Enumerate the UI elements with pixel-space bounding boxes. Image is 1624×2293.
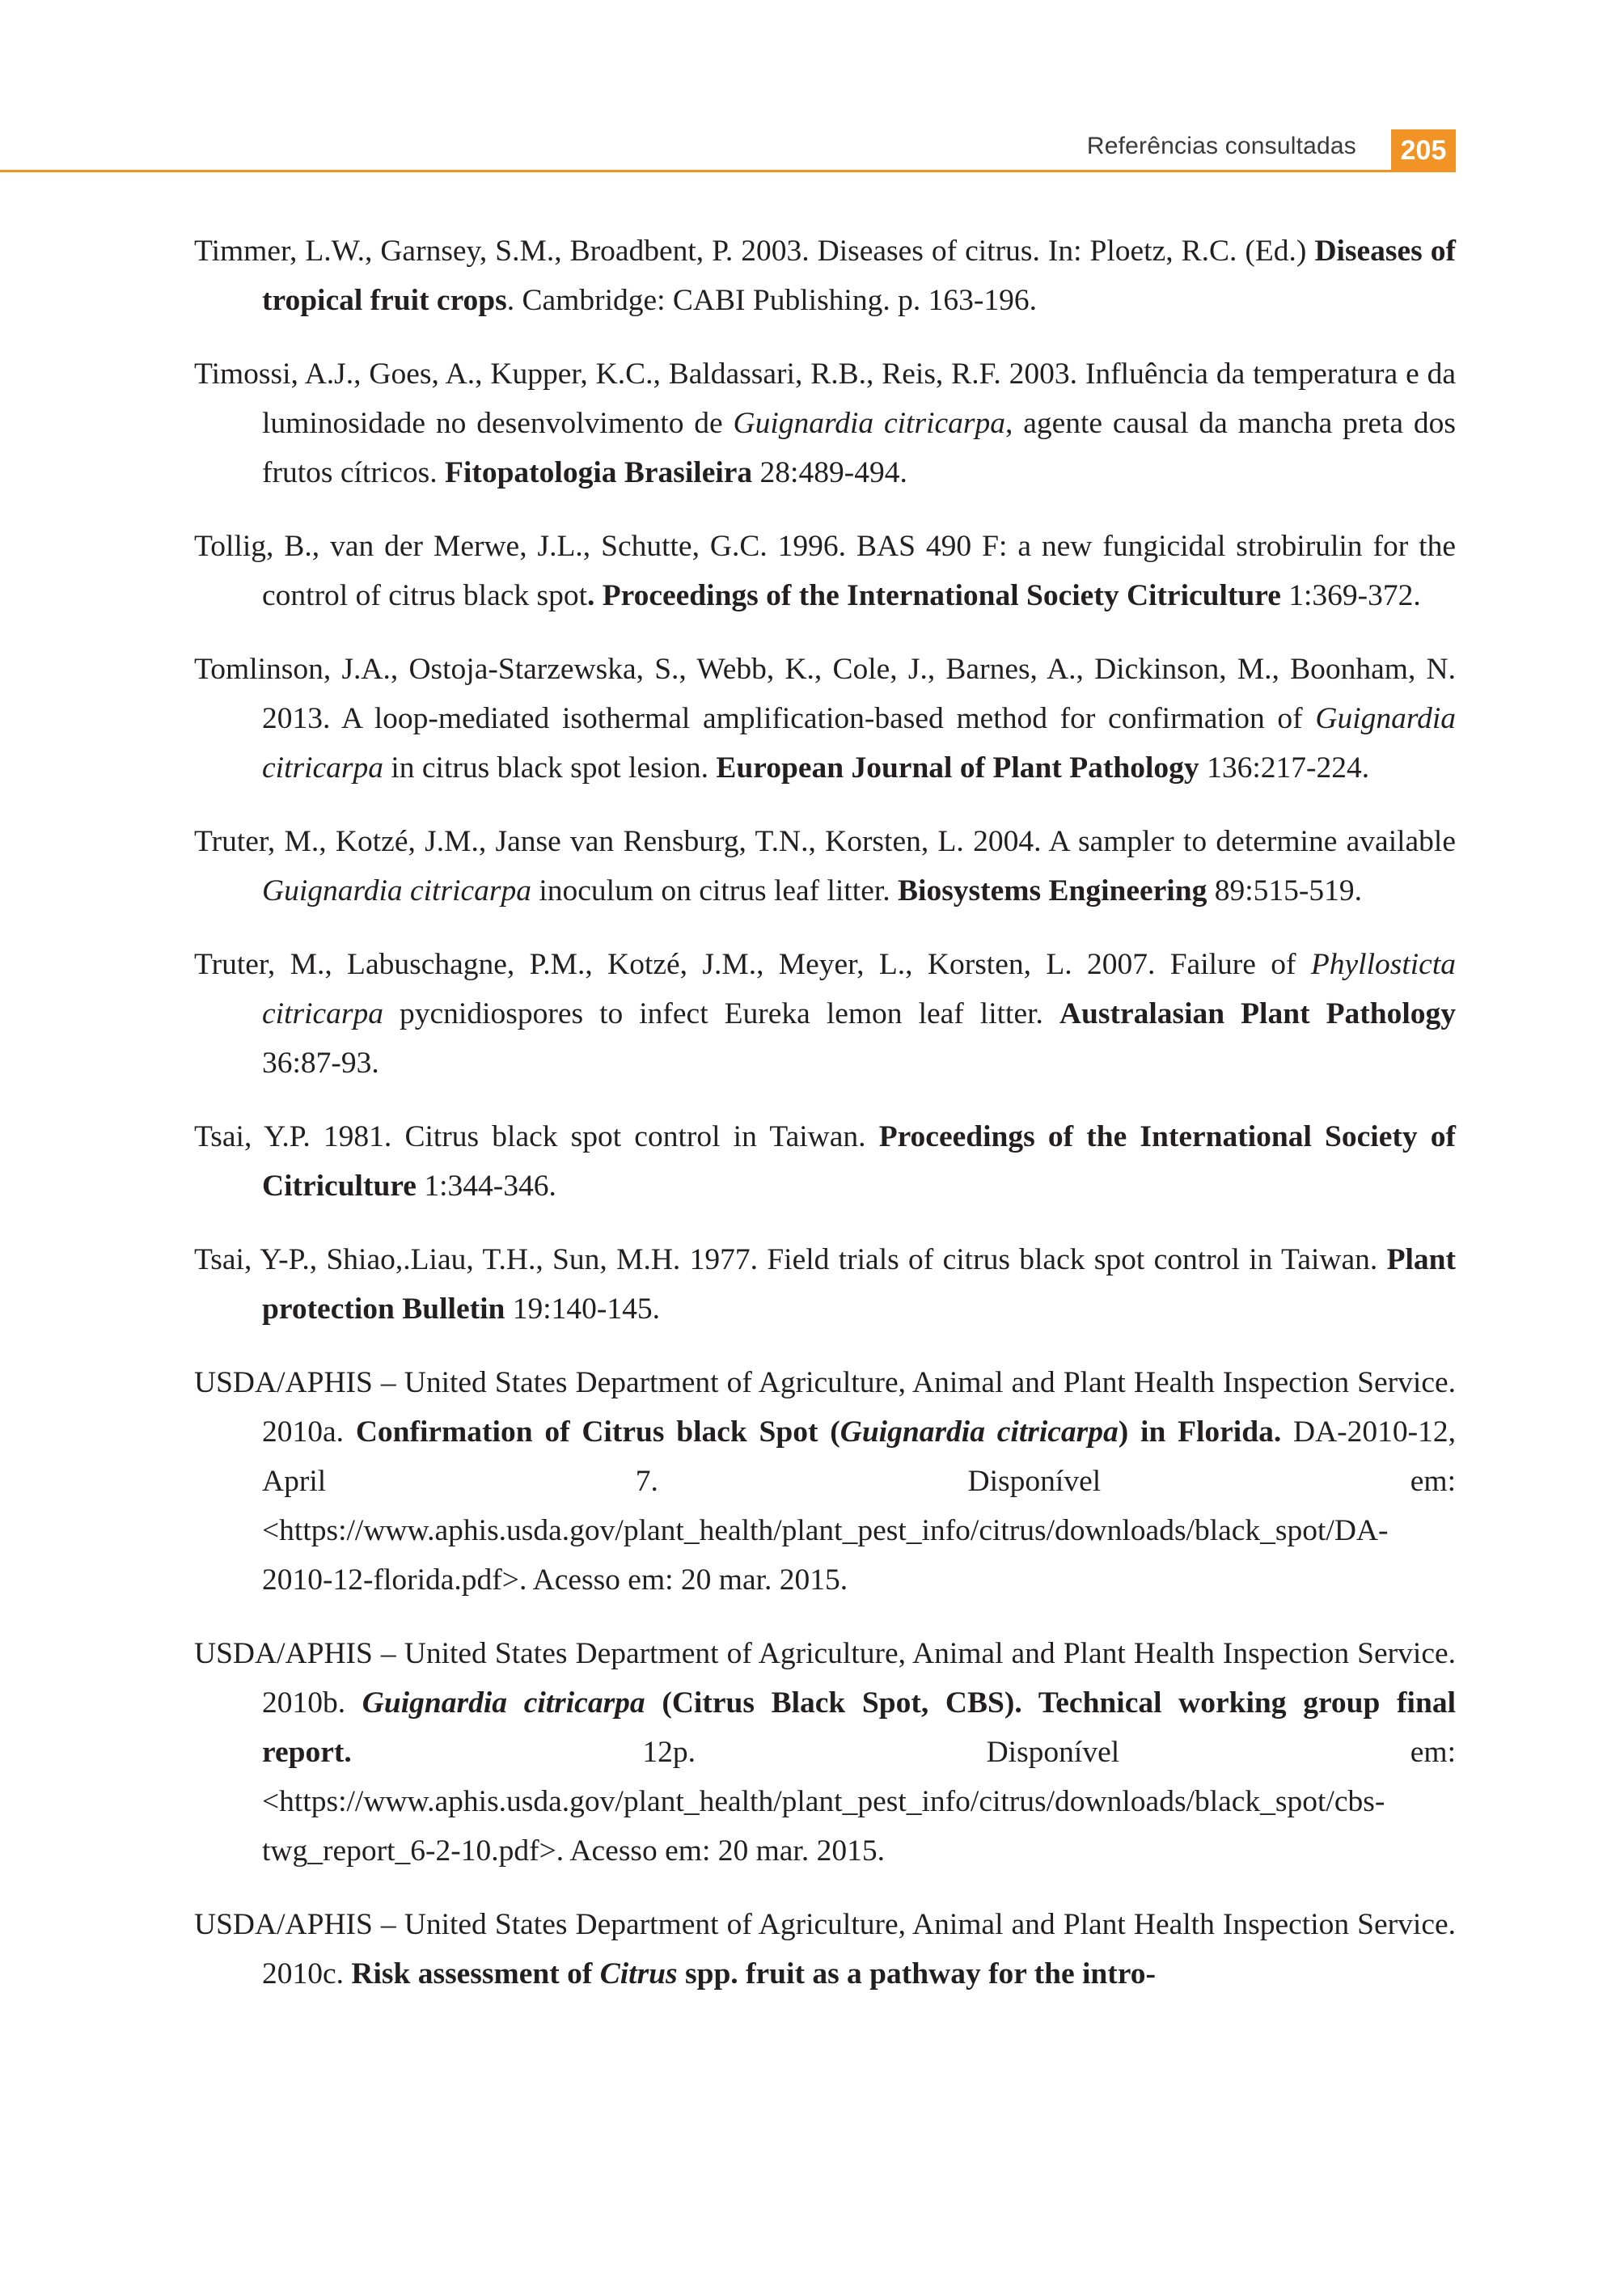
reference-entry: [194, 645, 1456, 793]
reference-text: Tsai, Y.P. 1981. Citrus black spot control in Taiwan.: [194, 1120, 879, 1153]
reference-entry: [194, 1629, 1456, 1876]
reference-emphasis: Phyllosticta citricarpa: [262, 948, 1456, 1030]
reference-text: 1:344-346.: [416, 1170, 556, 1203]
reference-entry: [194, 522, 1456, 620]
reference-emphasis: Biosystems Engineering: [898, 874, 1207, 907]
reference-text: Tollig, B., van der Merwe, J.L., Schutte, G.C. 1996. BAS 490 F: a new fungicidal strobirulin for the control of citrus black spot: [194, 530, 1456, 612]
reference-text: Timossi, A.J., Goes, A., Kupper, K.C., Baldassari, R.B., Reis, R.F. 2003. Influência da temperatura e da luminosidade no desenvolvimento de: [194, 357, 1456, 440]
page-number-badge: 205: [1391, 129, 1456, 171]
reference-emphasis: Plant protection Bulletin: [262, 1243, 1456, 1326]
reference-text: USDA/APHIS – United States Department of Agriculture, Animal and Plant Health Inspection Service. 2010a.: [194, 1366, 1456, 1449]
header-divider: [0, 170, 1456, 172]
reference-text: 136:217-224.: [1199, 751, 1370, 785]
reference-text: 19:140-145.: [505, 1292, 661, 1326]
reference-entry: [194, 226, 1456, 325]
reference-text: Timmer, L.W., Garnsey, S.M., Broadbent, P. 2003. Diseases of citrus. In: Ploetz, R.C. (Ed.): [194, 235, 1315, 268]
reference-emphasis: Guignardia citricarpa: [262, 874, 531, 907]
reference-list: [194, 226, 1456, 2023]
running-header: [0, 129, 1456, 173]
reference-text: pycnidiospores to infect Eureka lemon leaf litter.: [383, 997, 1059, 1030]
reference-entry: [194, 817, 1456, 916]
reference-emphasis: (Citrus Black Spot, CBS). Technical working group final report.: [262, 1686, 1456, 1769]
reference-entry: [194, 1112, 1456, 1211]
reference-text: in citrus black spot lesion.: [383, 751, 717, 785]
reference-text: Tomlinson, J.A., Ostoja-Starzewska, S., Webb, K., Cole, J., Barnes, A., Dickinson, M., Boonham, N. 2013. A loop-mediated isothermal amplification-based method for confirmation of: [194, 653, 1456, 735]
reference-emphasis: spp. fruit as a pathway for the intro-: [677, 1957, 1156, 1991]
reference-text: . Cambridge: CABI Publishing. p. 163-196.: [506, 284, 1037, 317]
reference-emphasis: Australasian Plant Pathology: [1059, 997, 1456, 1030]
reference-emphasis: Diseases of tropical fruit crops: [262, 235, 1457, 317]
reference-emphasis: European Journal of Plant Pathology: [716, 751, 1199, 785]
reference-text: , agente causal da mancha preta dos frutos cítricos.: [262, 407, 1456, 489]
reference-text: Truter, M., Labuschagne, P.M., Kotzé, J.M., Meyer, L., Korsten, L. 2007. Failure of: [194, 948, 1311, 981]
reference-emphasis: Risk assessment of: [351, 1957, 600, 1991]
reference-emphasis: Guignardia citricarpa: [733, 407, 1005, 440]
reference-emphasis: Citrus: [599, 1957, 678, 1991]
reference-text: Tsai, Y-P., Shiao,.Liau, T.H., Sun, M.H. 1977. Field trials of citrus black spot control in Taiwan.: [194, 1243, 1387, 1276]
reference-emphasis: Proceedings of the International Society of Citriculture: [262, 1120, 1457, 1203]
reference-entry: [194, 349, 1456, 497]
reference-emphasis: Guignardia citricarpa: [262, 702, 1456, 785]
reference-entry: [194, 1358, 1456, 1605]
reference-text: 28:489-494.: [752, 456, 907, 489]
reference-emphasis: Confirmation of Citrus black Spot (: [355, 1415, 840, 1449]
reference-text: 36:87-93.: [262, 1047, 379, 1080]
reference-emphasis: . Proceedings of the International Society Citriculture: [587, 579, 1281, 612]
reference-text: 89:515-519.: [1207, 874, 1362, 907]
reference-text: DA-2010-12, April 7. Disponível em: <https://www.aphis.usda.gov/plant_health/plant_pest_info/citrus/downloads/black_spot/DA-2010-12-florida.pdf>. Acesso em: 20 mar. 2015.: [262, 1415, 1456, 1597]
reference-emphasis: ) in Florida.: [1118, 1415, 1282, 1449]
reference-entry: [194, 940, 1456, 1088]
reference-text: 12p. Disponível em: <https://www.aphis.usda.gov/plant_health/plant_pest_info/citrus/downloads/black_spot/cbs-twg_report_6-2-10.pdf>. Acesso em: 20 mar. 2015.: [262, 1736, 1456, 1868]
reference-entry: [194, 1900, 1456, 1999]
reference-emphasis: Fitopatologia Brasileira: [445, 456, 753, 489]
reference-text: USDA/APHIS – United States Department of Agriculture, Animal and Plant Health Inspection Service. 2010b.: [194, 1637, 1456, 1720]
reference-text: Truter, M., Kotzé, J.M., Janse van Rensburg, T.N., Korsten, L. 2004. A sampler to determine available: [194, 825, 1456, 858]
reference-text: inoculum on citrus leaf litter.: [531, 874, 899, 907]
reference-entry: [194, 1235, 1456, 1334]
reference-emphasis: Guignardia citricarpa: [839, 1415, 1119, 1449]
header-section-title: Referências consultadas: [1086, 133, 1356, 159]
reference-emphasis: Guignardia citricarpa: [362, 1686, 645, 1720]
reference-text: USDA/APHIS – United States Department of Agriculture, Animal and Plant Health Inspection Service. 2010c.: [194, 1908, 1456, 1991]
reference-text: 1:369-372.: [1280, 579, 1421, 612]
